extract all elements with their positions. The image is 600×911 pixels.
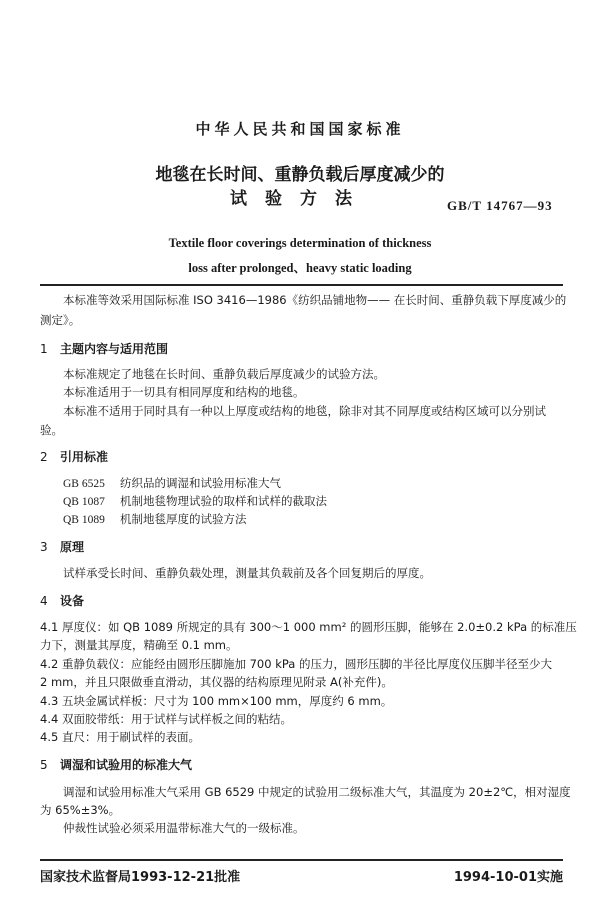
section-title: 主题内容与适用范围 <box>60 342 169 356</box>
document-header: 中华人民共和国国家标准 <box>195 120 405 138</box>
approval-date: 国家技术监督局1993-12-21批准 <box>40 870 241 885</box>
section-4-heading <box>40 592 84 609</box>
reference-item <box>63 511 247 527</box>
intro-line-2: 测定》。 <box>40 313 81 327</box>
reference-item <box>63 493 327 509</box>
clause-4-5: 4.5 直尺：用于刷试样的表面。 <box>40 730 200 744</box>
reference-title: 机制地毯厚度的试验方法 <box>120 512 247 526</box>
reference-title: 机制地毯物理试验的取样和试样的截取法 <box>120 494 327 508</box>
section-number: 1 <box>40 342 48 356</box>
section-1-heading <box>40 340 168 357</box>
footer-rule <box>40 859 563 861</box>
section-5-heading <box>40 756 192 773</box>
title-line-2: 试验方法 <box>230 189 370 209</box>
paragraph: 为 65%±3%。 <box>40 803 121 817</box>
clause-4-4: 4.4 双面胶带纸：用于试样与试样板之间的粘结。 <box>40 712 292 726</box>
section-number: 4 <box>40 594 48 608</box>
section-number: 5 <box>40 758 48 772</box>
paragraph: 本标准不适用于同时具有一种以上厚度或结构的地毯，除非对其不同厚度或结构区域可以分别试 <box>63 404 546 418</box>
effective-date: 1994-10-01实施 <box>453 870 563 885</box>
clause-4-1: 4.1 厚度仪：如 QB 1089 所规定的具有 300～1 000 mm² 的圆形压脚，能够在 2.0±0.2 kPa 的标准压 <box>40 620 577 634</box>
reference-code: GB 6525 <box>63 478 105 490</box>
paragraph: 本标准规定了地毯在长时间、重静负载后厚度减少的试验方法。 <box>63 367 385 381</box>
reference-code: QB 1087 <box>63 496 105 508</box>
paragraph: 试样承受长时间、重静负载处理，测量其负载前及各个回复期后的厚度。 <box>63 566 431 580</box>
section-title: 调湿和试验用的标准大气 <box>60 758 193 772</box>
section-title: 原理 <box>60 540 85 554</box>
intro-line-1: 本标准等效采用国际标准 ISO 3416—1986《纺织品铺地物—— 在长时间、重静负载下厚度减少的 <box>63 293 567 307</box>
english-title-1: Textile floor coverings determination of thickness <box>168 236 432 250</box>
section-number: 3 <box>40 540 48 554</box>
section-3-heading <box>40 538 84 555</box>
clause-4-2-cont: 2 mm，并且只限做垂直滑动，其仪器的结构原理见附录 A(补充件)。 <box>40 675 393 689</box>
paragraph: 本标准适用于一切具有相同厚度和结构的地毯。 <box>63 385 305 399</box>
section-number: 2 <box>40 450 48 464</box>
section-title: 设备 <box>60 594 85 608</box>
section-title: 引用标准 <box>60 450 109 464</box>
paragraph: 调湿和试验用标准大气采用 GB 6529 中规定的试验用二级标准大气，其温度为 20±2℃，相对湿度 <box>63 785 571 799</box>
clause-4-2: 4.2 重静负载仪：应能经由圆形压脚施加 700 kPa 的压力，圆形压脚的半径比厚度仪压脚半径至少大 <box>40 657 552 671</box>
standard-code: GB/T 14767—93 <box>447 198 553 213</box>
header-rule <box>40 284 563 286</box>
paragraph: 仲裁性试验必须采用温带标准大气的一级标准。 <box>63 821 305 835</box>
paragraph: 验。 <box>40 423 63 437</box>
reference-code: QB 1089 <box>63 514 105 526</box>
reference-title: 纺织品的调湿和试验用标准大气 <box>120 476 281 490</box>
section-2-heading <box>40 448 108 465</box>
reference-item <box>63 475 281 491</box>
title-line-1: 地毯在长时间、重静负载后厚度减少的 <box>155 165 445 185</box>
english-title-2: loss after prolonged、heavy static loading <box>188 261 412 275</box>
clause-4-1-cont: 力下，测量其厚度，精确至 0.1 mm。 <box>40 638 238 652</box>
clause-4-3: 4.3 五块金属试样板：尺寸为 100 mm×100 mm，厚度约 6 mm。 <box>40 694 393 708</box>
